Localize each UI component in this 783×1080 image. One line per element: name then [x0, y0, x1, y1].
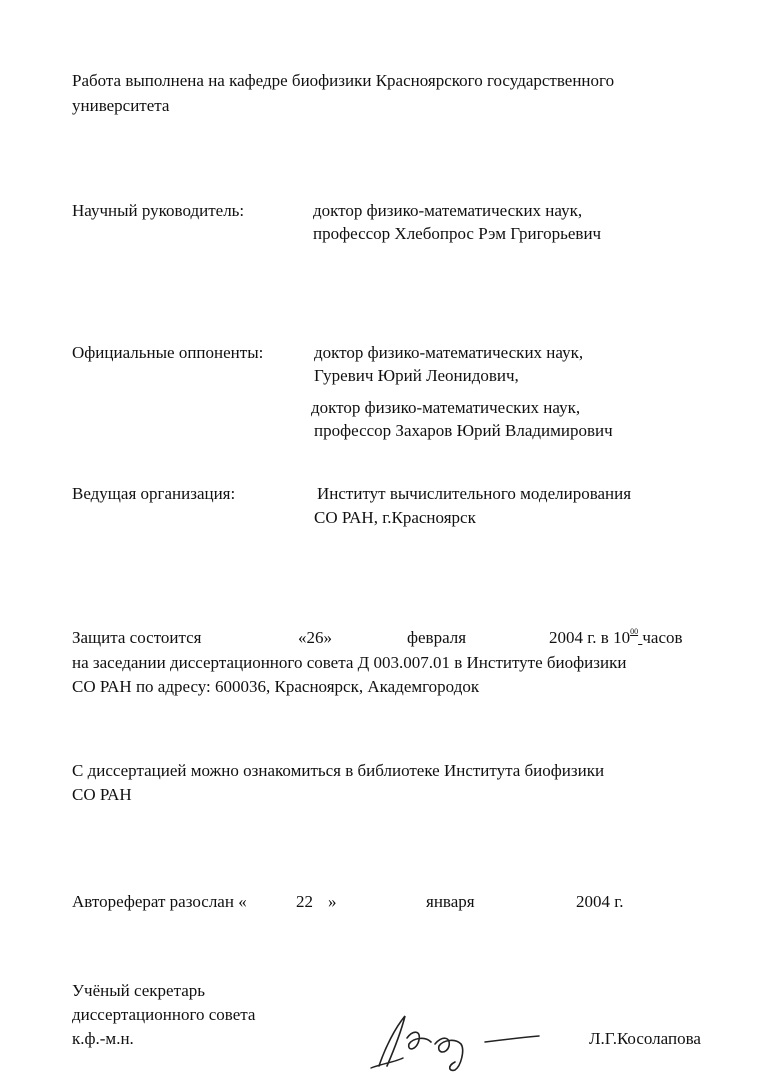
supervisor-label: Научный руководитель: [72, 201, 245, 220]
sent-month: января [426, 892, 475, 911]
sent-day: 22 [296, 892, 313, 911]
lead-org-line-1: Институт вычислительного моделирования [317, 484, 632, 503]
defense-hours-word: часов [642, 628, 683, 647]
defense-year-hour: 2004 г. в 10 [549, 628, 631, 647]
supervisor-line-2: профессор Хлебопрос Рэм Григорьевич [313, 224, 602, 243]
opponents-label: Официальные оппоненты: [72, 343, 264, 362]
sent-prefix: Автореферат разослан « [72, 892, 247, 911]
defense-prefix: Защита состоится [72, 628, 202, 647]
secretary-line-1: Учёный секретарь [72, 981, 206, 1000]
library-line-2: СО РАН [72, 785, 132, 804]
defense-line-2: на заседании диссертационного совета Д 003.007.01 в Институте биофизики [72, 653, 627, 672]
secretary-line-2: диссертационного совета [72, 1005, 256, 1024]
intro-line-2: университета [72, 96, 170, 115]
opponent-1-line-2: Гуревич Юрий Леонидович, [314, 366, 519, 385]
defense-minutes: 00 [630, 627, 639, 636]
lead-org-label: Ведущая организация: [72, 484, 236, 503]
lead-org-line-2: СО РАН, г.Красноярск [314, 508, 476, 527]
signature-image [365, 1008, 545, 1072]
intro-line-1: Работа выполнена на кафедре биофизики Красноярского государственного [72, 71, 615, 90]
secretary-name: Л.Г.Косолапова [589, 1029, 701, 1048]
sent-year: 2004 г. [576, 892, 624, 911]
opponent-1-line-1: доктор физико-математических наук, [314, 343, 584, 362]
sent-close-quote: » [328, 892, 337, 911]
defense-day: «26» [298, 628, 332, 647]
supervisor-line-1: доктор физико-математических наук, [313, 201, 583, 220]
defense-time [549, 627, 683, 652]
opponent-2-line-1: доктор физико-математических наук, [311, 398, 581, 417]
opponent-2-line-2: профессор Захаров Юрий Владимирович [314, 421, 613, 440]
library-line-1: С диссертацией можно ознакомиться в библиотеке Института биофизики [72, 761, 605, 780]
defense-line-3: СО РАН по адресу: 600036, Красноярск, Академгородок [72, 677, 480, 696]
defense-month: февраля [407, 628, 467, 647]
secretary-line-3: к.ф.-м.н. [72, 1029, 134, 1048]
